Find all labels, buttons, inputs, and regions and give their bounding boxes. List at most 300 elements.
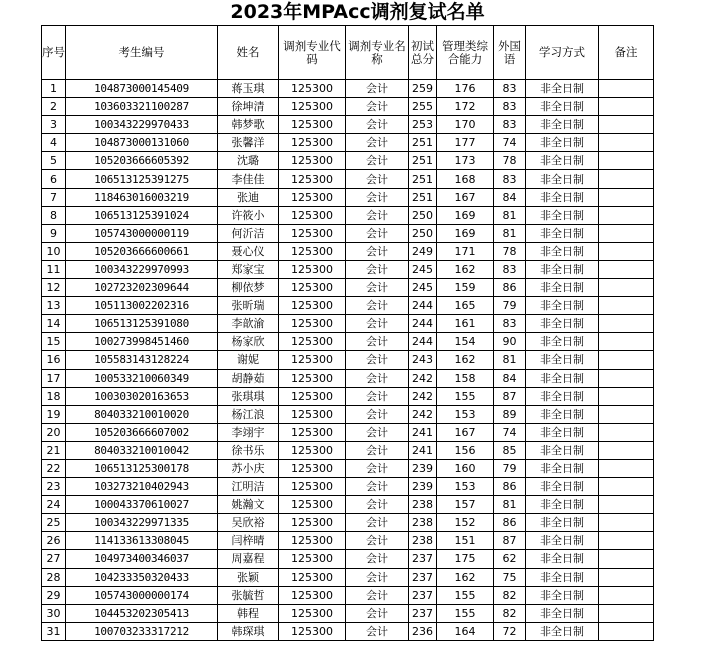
seq-cell: 15: [42, 333, 66, 351]
major-code-cell: 125300: [279, 441, 346, 459]
table-row: [42, 116, 654, 134]
management-score-cell: 158: [437, 369, 494, 387]
name-cell: 张昕瑞: [218, 297, 279, 315]
study-mode-cell: 非全日制: [526, 188, 599, 206]
table-row: [42, 441, 654, 459]
foreign-language-cell: 81: [494, 351, 526, 369]
name-cell: 周嘉程: [218, 550, 279, 568]
name-cell: 李翊宇: [218, 423, 279, 441]
major-code-header: 调剂专业代码: [279, 26, 346, 80]
seq-cell: 27: [42, 550, 66, 568]
major-name-cell: 会计: [346, 152, 409, 170]
study-mode-cell: 非全日制: [526, 351, 599, 369]
management-score-cell: 160: [437, 459, 494, 477]
major-code-cell: 125300: [279, 315, 346, 333]
major-code-cell: 125300: [279, 333, 346, 351]
initial-total-cell: 245: [409, 260, 437, 278]
seq-cell: 18: [42, 387, 66, 405]
study-mode-cell: 非全日制: [526, 568, 599, 586]
major-code-cell: 125300: [279, 242, 346, 260]
foreign-language-cell: 79: [494, 297, 526, 315]
management-score-cell: 161: [437, 315, 494, 333]
seq-cell: 28: [42, 568, 66, 586]
name-cell: 谢妮: [218, 351, 279, 369]
remarks-cell: [599, 351, 654, 369]
study-mode-cell: 非全日制: [526, 333, 599, 351]
seq-cell: 11: [42, 260, 66, 278]
management-score-cell: 153: [437, 405, 494, 423]
exam-id-cell: 103603321100287: [66, 98, 218, 116]
major-name-cell: 会计: [346, 134, 409, 152]
seq-cell: 5: [42, 152, 66, 170]
major-code-cell: 125300: [279, 532, 346, 550]
remarks-cell: [599, 441, 654, 459]
initial-total-cell: 249: [409, 242, 437, 260]
table-row: [42, 514, 654, 532]
table-row: [42, 188, 654, 206]
name-cell: 蒋玉琪: [218, 80, 279, 98]
exam-id-cell: 105203666600661: [66, 242, 218, 260]
major-code-cell: 125300: [279, 260, 346, 278]
study-mode-cell: 非全日制: [526, 532, 599, 550]
remarks-cell: [599, 80, 654, 98]
study-mode-cell: 非全日制: [526, 224, 599, 242]
study-mode-cell: 非全日制: [526, 604, 599, 622]
study-mode-cell: 非全日制: [526, 170, 599, 188]
table-row: [42, 80, 654, 98]
remarks-cell: [599, 134, 654, 152]
major-code-cell: 125300: [279, 387, 346, 405]
study-mode-cell: 非全日制: [526, 586, 599, 604]
remarks-cell: [599, 478, 654, 496]
major-code-cell: 125300: [279, 604, 346, 622]
management-score-header: 管理类综合能力: [437, 26, 494, 80]
major-name-cell: 会计: [346, 333, 409, 351]
major-name-cell: 会计: [346, 622, 409, 640]
exam-id-cell: 105203666605392: [66, 152, 218, 170]
management-score-cell: 168: [437, 170, 494, 188]
foreign-language-cell: 72: [494, 622, 526, 640]
remarks-cell: [599, 532, 654, 550]
exam-id-cell: 100343229971335: [66, 514, 218, 532]
study-mode-cell: 非全日制: [526, 405, 599, 423]
management-score-cell: 170: [437, 116, 494, 134]
major-name-header: 调剂专业名称: [346, 26, 409, 80]
name-cell: 江明洁: [218, 478, 279, 496]
exam-id-cell: 118463016003219: [66, 188, 218, 206]
major-code-cell: 125300: [279, 351, 346, 369]
foreign-language-cell: 83: [494, 98, 526, 116]
management-score-cell: 173: [437, 152, 494, 170]
table-row: [42, 532, 654, 550]
remarks-cell: [599, 550, 654, 568]
foreign-language-cell: 89: [494, 405, 526, 423]
name-cell: 李佳佳: [218, 170, 279, 188]
major-name-cell: 会计: [346, 369, 409, 387]
management-score-cell: 171: [437, 242, 494, 260]
major-name-cell: 会计: [346, 260, 409, 278]
remarks-cell: [599, 604, 654, 622]
name-cell: 杨家欣: [218, 333, 279, 351]
foreign-language-cell: 85: [494, 441, 526, 459]
major-code-cell: 125300: [279, 224, 346, 242]
remarks-header: 备注: [599, 26, 654, 80]
foreign-language-cell: 86: [494, 514, 526, 532]
initial-total-cell: 253: [409, 116, 437, 134]
foreign-language-cell: 86: [494, 279, 526, 297]
management-score-cell: 167: [437, 423, 494, 441]
seq-cell: 22: [42, 459, 66, 477]
seq-cell: 30: [42, 604, 66, 622]
study-mode-cell: 非全日制: [526, 98, 599, 116]
initial-total-cell: 251: [409, 188, 437, 206]
seq-cell: 19: [42, 405, 66, 423]
exam-id-cell: 804033210010042: [66, 441, 218, 459]
table-row: [42, 351, 654, 369]
initial-total-cell: 244: [409, 297, 437, 315]
major-name-cell: 会计: [346, 315, 409, 333]
remarks-cell: [599, 423, 654, 441]
table-row: [42, 478, 654, 496]
exam-id-cell: 105583143128224: [66, 351, 218, 369]
foreign-language-cell: 83: [494, 170, 526, 188]
initial-total-cell: 250: [409, 224, 437, 242]
major-code-cell: 125300: [279, 369, 346, 387]
major-name-cell: 会计: [346, 586, 409, 604]
major-name-cell: 会计: [346, 224, 409, 242]
table-row: [42, 387, 654, 405]
table-row: [42, 459, 654, 477]
name-cell: 张毓哲: [218, 586, 279, 604]
management-score-cell: 155: [437, 387, 494, 405]
major-code-cell: 125300: [279, 459, 346, 477]
management-score-cell: 169: [437, 206, 494, 224]
name-cell: 何沂洁: [218, 224, 279, 242]
remarks-cell: [599, 152, 654, 170]
management-score-cell: 169: [437, 224, 494, 242]
initial-total-cell: 239: [409, 478, 437, 496]
major-name-cell: 会计: [346, 459, 409, 477]
management-score-cell: 177: [437, 134, 494, 152]
study-mode-cell: 非全日制: [526, 242, 599, 260]
initial-total-cell: 243: [409, 351, 437, 369]
initial-total-cell: 251: [409, 170, 437, 188]
candidate-table: [41, 25, 654, 641]
initial-total-cell: 245: [409, 279, 437, 297]
initial-total-cell: 238: [409, 496, 437, 514]
foreign-language-cell: 83: [494, 80, 526, 98]
management-score-cell: 153: [437, 478, 494, 496]
seq-cell: 9: [42, 224, 66, 242]
management-score-cell: 155: [437, 586, 494, 604]
remarks-cell: [599, 622, 654, 640]
major-name-cell: 会计: [346, 405, 409, 423]
remarks-cell: [599, 224, 654, 242]
table-row: [42, 586, 654, 604]
exam-id-cell: 105743000000174: [66, 586, 218, 604]
study-mode-cell: 非全日制: [526, 152, 599, 170]
name-cell: 沈璐: [218, 152, 279, 170]
name-cell: 张琪琪: [218, 387, 279, 405]
management-score-cell: 156: [437, 441, 494, 459]
remarks-cell: [599, 206, 654, 224]
seq-cell: 10: [42, 242, 66, 260]
exam-id-cell: 100343229970433: [66, 116, 218, 134]
initial-total-cell: 251: [409, 152, 437, 170]
table-row: [42, 405, 654, 423]
seq-cell: 23: [42, 478, 66, 496]
table-row: [42, 315, 654, 333]
major-code-cell: 125300: [279, 188, 346, 206]
remarks-cell: [599, 279, 654, 297]
foreign-language-cell: 78: [494, 152, 526, 170]
name-cell: 许筱小: [218, 206, 279, 224]
seq-cell: 14: [42, 315, 66, 333]
initial-total-cell: 237: [409, 568, 437, 586]
name-cell: 胡静茹: [218, 369, 279, 387]
seq-cell: 31: [42, 622, 66, 640]
seq-cell: 29: [42, 586, 66, 604]
remarks-cell: [599, 297, 654, 315]
table-row: [42, 333, 654, 351]
table-row: [42, 496, 654, 514]
foreign-language-cell: 87: [494, 532, 526, 550]
exam-id-cell: 102723202309644: [66, 279, 218, 297]
study-mode-cell: 非全日制: [526, 116, 599, 134]
study-mode-cell: 非全日制: [526, 134, 599, 152]
name-header: 姓名: [218, 26, 279, 80]
initial-total-cell: 237: [409, 586, 437, 604]
exam-id-cell: 106513125300178: [66, 459, 218, 477]
initial-total-cell: 242: [409, 369, 437, 387]
major-name-cell: 会计: [346, 532, 409, 550]
study-mode-cell: 非全日制: [526, 478, 599, 496]
name-cell: 郑家宝: [218, 260, 279, 278]
initial-total-cell: 238: [409, 514, 437, 532]
foreign-language-cell: 84: [494, 369, 526, 387]
table-row: [42, 297, 654, 315]
initial-total-cell: 239: [409, 459, 437, 477]
seq-cell: 2: [42, 98, 66, 116]
foreign-language-cell: 90: [494, 333, 526, 351]
remarks-cell: [599, 315, 654, 333]
major-name-cell: 会计: [346, 98, 409, 116]
table-row: [42, 152, 654, 170]
study-mode-cell: 非全日制: [526, 260, 599, 278]
seq-cell: 26: [42, 532, 66, 550]
study-mode-cell: 非全日制: [526, 441, 599, 459]
management-score-cell: 175: [437, 550, 494, 568]
major-code-cell: 125300: [279, 80, 346, 98]
exam-id-cell: 100303020163653: [66, 387, 218, 405]
foreign-language-cell: 75: [494, 568, 526, 586]
major-name-cell: 会计: [346, 297, 409, 315]
foreign-language-cell: 84: [494, 188, 526, 206]
page-title: 2023年MPAcc调剂复试名单: [230, 1, 485, 23]
major-name-cell: 会计: [346, 496, 409, 514]
remarks-cell: [599, 170, 654, 188]
foreign-language-cell: 83: [494, 260, 526, 278]
major-code-cell: 125300: [279, 586, 346, 604]
management-score-cell: 162: [437, 351, 494, 369]
exam-id-header: 考生编号: [66, 26, 218, 80]
table-row: [42, 224, 654, 242]
study-mode-cell: 非全日制: [526, 315, 599, 333]
foreign-language-cell: 74: [494, 134, 526, 152]
study-mode-cell: 非全日制: [526, 550, 599, 568]
name-cell: 张颖: [218, 568, 279, 586]
foreign-language-cell: 82: [494, 586, 526, 604]
exam-id-cell: 100273998451460: [66, 333, 218, 351]
foreign-language-cell: 81: [494, 206, 526, 224]
major-name-cell: 会计: [346, 478, 409, 496]
exam-id-cell: 100533210060349: [66, 369, 218, 387]
table-row: [42, 369, 654, 387]
major-code-cell: 125300: [279, 478, 346, 496]
initial-total-cell: 241: [409, 423, 437, 441]
foreign-language-cell: 79: [494, 459, 526, 477]
initial-total-cell: 242: [409, 405, 437, 423]
table-row: [42, 206, 654, 224]
exam-id-cell: 804033210010020: [66, 405, 218, 423]
major-code-cell: 125300: [279, 622, 346, 640]
table-body: [42, 80, 654, 641]
foreign-language-cell: 81: [494, 496, 526, 514]
table-row: [42, 423, 654, 441]
study-mode-cell: 非全日制: [526, 496, 599, 514]
initial-total-cell: 244: [409, 315, 437, 333]
major-code-cell: 125300: [279, 116, 346, 134]
name-cell: 徐书乐: [218, 441, 279, 459]
seq-header: 序号: [42, 26, 66, 80]
name-cell: 聂心仪: [218, 242, 279, 260]
study-mode-cell: 非全日制: [526, 279, 599, 297]
table-row: [42, 98, 654, 116]
remarks-cell: [599, 260, 654, 278]
study-mode-cell: 非全日制: [526, 622, 599, 640]
management-score-cell: 154: [437, 333, 494, 351]
seq-cell: 16: [42, 351, 66, 369]
remarks-cell: [599, 369, 654, 387]
major-name-cell: 会计: [346, 116, 409, 134]
management-score-cell: 165: [437, 297, 494, 315]
major-code-cell: 125300: [279, 152, 346, 170]
table-row: [42, 134, 654, 152]
major-code-cell: 125300: [279, 496, 346, 514]
management-score-cell: 152: [437, 514, 494, 532]
exam-id-cell: 103273210402943: [66, 478, 218, 496]
exam-id-cell: 100703233317212: [66, 622, 218, 640]
initial-total-cell: 241: [409, 441, 437, 459]
table-row: [42, 568, 654, 586]
table-row: [42, 260, 654, 278]
exam-id-cell: 105203666607002: [66, 423, 218, 441]
table-header-row: [42, 26, 654, 80]
study-mode-cell: 非全日制: [526, 387, 599, 405]
remarks-cell: [599, 116, 654, 134]
remarks-cell: [599, 98, 654, 116]
initial-total-cell: 242: [409, 387, 437, 405]
remarks-cell: [599, 387, 654, 405]
exam-id-cell: 114133613308045: [66, 532, 218, 550]
major-code-cell: 125300: [279, 98, 346, 116]
seq-cell: 3: [42, 116, 66, 134]
major-name-cell: 会计: [346, 206, 409, 224]
major-code-cell: 125300: [279, 134, 346, 152]
name-cell: 徐坤清: [218, 98, 279, 116]
study-mode-cell: 非全日制: [526, 297, 599, 315]
major-code-cell: 125300: [279, 405, 346, 423]
foreign-language-cell: 78: [494, 242, 526, 260]
major-name-cell: 会计: [346, 387, 409, 405]
name-cell: 姚瀚文: [218, 496, 279, 514]
study-mode-cell: 非全日制: [526, 514, 599, 532]
seq-cell: 12: [42, 279, 66, 297]
table-row: [42, 279, 654, 297]
major-name-cell: 会计: [346, 423, 409, 441]
management-score-cell: 159: [437, 279, 494, 297]
seq-cell: 13: [42, 297, 66, 315]
initial-total-cell: 237: [409, 604, 437, 622]
foreign-language-cell: 62: [494, 550, 526, 568]
exam-id-cell: 106513125391080: [66, 315, 218, 333]
foreign-language-cell: 74: [494, 423, 526, 441]
study-mode-cell: 非全日制: [526, 80, 599, 98]
exam-id-cell: 104233350320433: [66, 568, 218, 586]
seq-cell: 7: [42, 188, 66, 206]
study-mode-cell: 非全日制: [526, 369, 599, 387]
remarks-cell: [599, 586, 654, 604]
seq-cell: 8: [42, 206, 66, 224]
name-cell: 杨江浪: [218, 405, 279, 423]
exam-id-cell: 104873000131060: [66, 134, 218, 152]
major-code-cell: 125300: [279, 279, 346, 297]
remarks-cell: [599, 568, 654, 586]
major-code-cell: 125300: [279, 568, 346, 586]
foreign-language-cell: 83: [494, 315, 526, 333]
management-score-cell: 151: [437, 532, 494, 550]
major-code-cell: 125300: [279, 170, 346, 188]
exam-id-cell: 106513125391275: [66, 170, 218, 188]
remarks-cell: [599, 333, 654, 351]
table-row: [42, 622, 654, 640]
exam-id-cell: 106513125391024: [66, 206, 218, 224]
initial-total-cell: 251: [409, 134, 437, 152]
study-mode-cell: 非全日制: [526, 206, 599, 224]
table-row: [42, 550, 654, 568]
remarks-cell: [599, 459, 654, 477]
major-code-cell: 125300: [279, 514, 346, 532]
management-score-cell: 155: [437, 604, 494, 622]
management-score-cell: 172: [437, 98, 494, 116]
major-name-cell: 会计: [346, 604, 409, 622]
initial-total-cell: 259: [409, 80, 437, 98]
major-name-cell: 会计: [346, 351, 409, 369]
exam-id-cell: 100043370610027: [66, 496, 218, 514]
remarks-cell: [599, 514, 654, 532]
foreign-language-cell: 82: [494, 604, 526, 622]
major-name-cell: 会计: [346, 170, 409, 188]
initial-total-header: 初试总分: [409, 26, 437, 80]
initial-total-cell: 244: [409, 333, 437, 351]
management-score-cell: 167: [437, 188, 494, 206]
major-name-cell: 会计: [346, 514, 409, 532]
name-cell: 韩琛琪: [218, 622, 279, 640]
name-cell: 闫梓晴: [218, 532, 279, 550]
table-row: [42, 170, 654, 188]
initial-total-cell: 255: [409, 98, 437, 116]
major-name-cell: 会计: [346, 242, 409, 260]
